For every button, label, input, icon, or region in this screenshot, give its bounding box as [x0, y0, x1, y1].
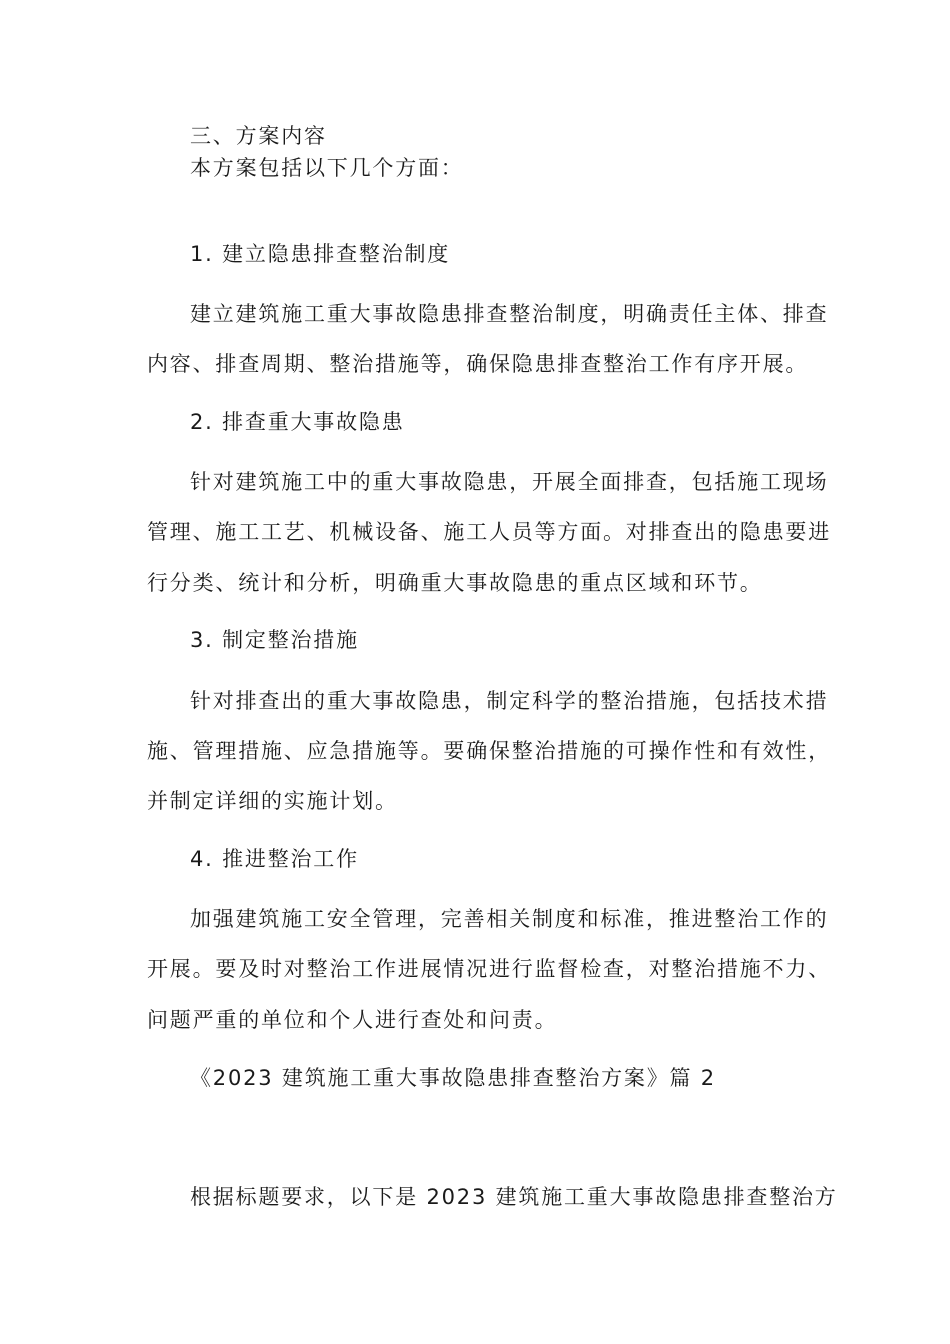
paragraph-3-line-3: 并制定详细的实施计划。: [147, 789, 398, 813]
paragraph-2-line-3: 行分类、统计和分析，明确重大事故隐患的重点区域和环节。: [147, 571, 763, 595]
paragraph-1-line-2: 内容、排查周期、整治措施等，确保隐患排查整治工作有序开展。: [147, 352, 809, 376]
paragraph-3-line-1: 针对排查出的重大事故隐患，制定科学的整治措施，包括技术措: [190, 689, 829, 713]
paragraph-1-line-1: 建立建筑施工重大事故隐患排查整治制度，明确责任主体、排查: [190, 302, 829, 326]
subheading-1: 1. 建立隐患排查整治制度: [190, 242, 451, 266]
paragraph-2-line-2: 管理、施工工艺、机械设备、施工人员等方面。对排查出的隐患要进: [147, 520, 831, 544]
paragraph-4-line-2: 开展。要及时对整治工作进展情况进行监督检查，对整治措施不力、: [147, 957, 831, 981]
subheading-2: 2. 排查重大事故隐患: [190, 410, 405, 434]
intro-text: 本方案包括以下几个方面：: [190, 156, 464, 180]
paragraph-3-line-2: 施、管理措施、应急措施等。要确保整治措施的可操作性和有效性，: [147, 739, 831, 763]
paragraph-4-line-3: 问题严重的单位和个人进行查处和问责。: [147, 1008, 558, 1032]
paragraph-2-line-1: 针对建筑施工中的重大事故隐患，开展全面排查，包括施工现场: [190, 470, 829, 494]
subheading-4: 4. 推进整治工作: [190, 847, 359, 871]
paragraph-4-line-1: 加强建筑施工安全管理，完善相关制度和标准，推进整治工作的: [190, 907, 829, 931]
closing-line: 根据标题要求，以下是 2023 建筑施工重大事故隐患排查整治方: [190, 1185, 838, 1209]
document-title-line: 《2023 建筑施工重大事故隐患排查整治方案》篇 2: [190, 1066, 716, 1090]
subheading-3: 3. 制定整治措施: [190, 628, 359, 652]
section-heading: 三、方案内容: [190, 124, 327, 148]
